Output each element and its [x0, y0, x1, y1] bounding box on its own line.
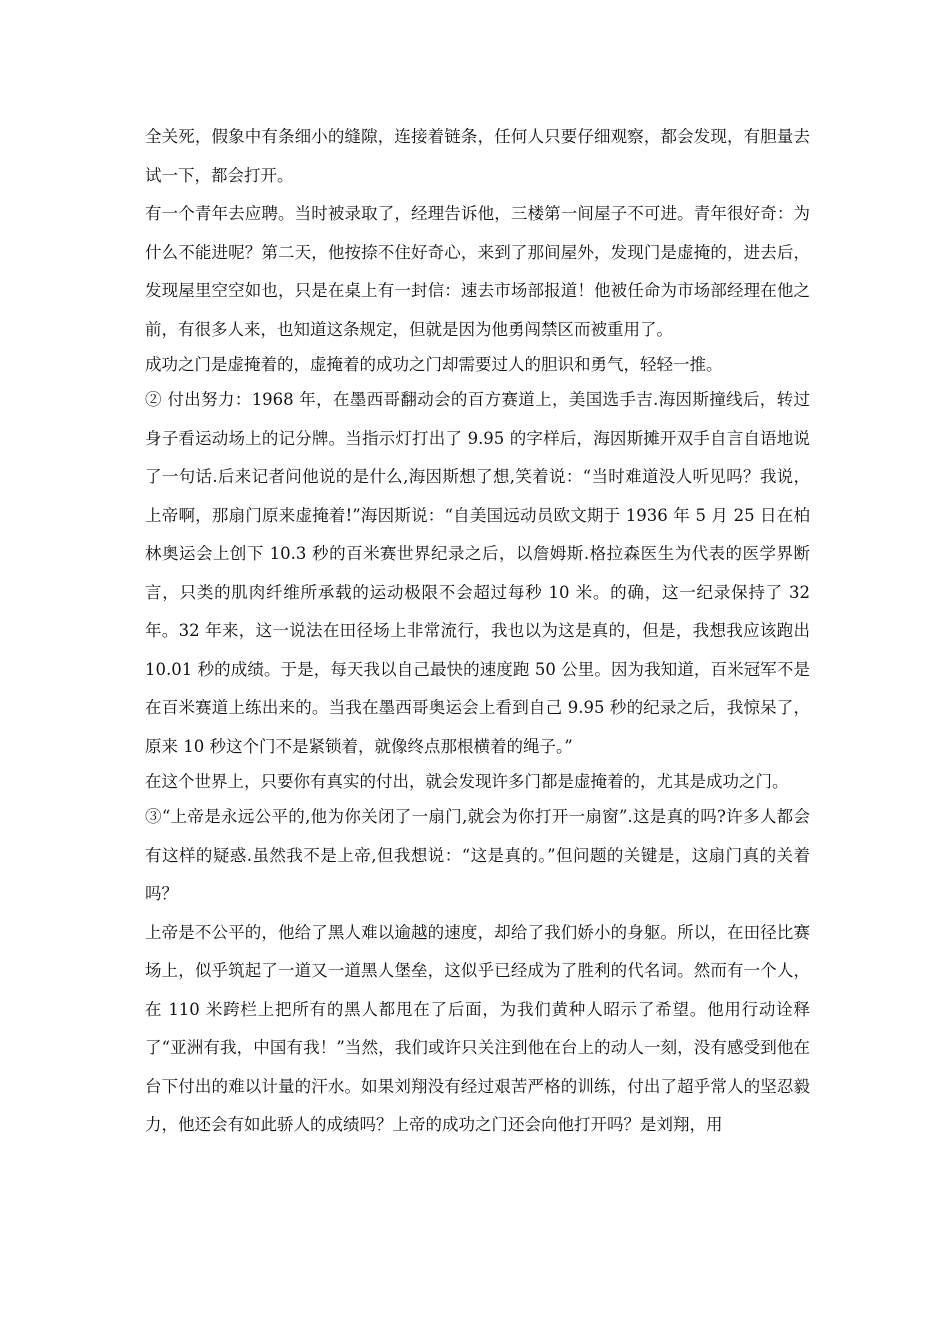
paragraph-hines-effort: ② 付出努力：1968 年，在墨西哥翻动会的百方赛道上，美国选手吉.海因斯撞线后，转过身子看运动场上的记分牌。当指示灯打出了 9.95 的字样后，海因斯摊开双手自言自语地说了一句话.后来记者问他说的是什么,海因斯想了想,笑着说：“当时难道没人听见吗？我说，上帝啊，那扇门原来虚掩着!”海因斯说：“自美国远动员欧文期于 1936 年 5 月 25 日在柏林奥运会上创下 10.3 秒的百米赛世界纪录之后，以詹姆斯.格拉森医生为代表的医学界断言，只类的肌肉纤维所承载的运动极限不会超过每秒 10 米。的确，这一纪录保持了 32 年。32 年来，这一说法在田径场上非常流行，我也以为这是真的，但是，我想我应该跑出 10.01 秒的成绩。于是，每天我以自己最快的速度跑 50 公里。因为我知道，百米冠军不是在百米赛道上练出来的。当我在墨西哥奥运会上看到自己 9.95 秒的纪录之后，我惊呆了，原来 10 秒这个门不是紧锁着，就像终点那根横着的绳子。”: [145, 390, 810, 756]
paragraph-door-intro: 全关死，假象中有条细小的缝隙，连接着链条，任何人只要仔细观察，都会发现，有胆量去试一下，都会打开。: [145, 127, 810, 185]
paragraph-god-fair: ③“上帝是永远公平的,他为你关闭了一扇门,就会为你打开一扇窗”.这是真的吗?许多人都会有这样的疑惑.虽然我不是上帝,但我想说：“这是真的。”但问题的关键是，这扇门真的关着吗？: [145, 807, 810, 903]
document-body: [145, 118, 810, 1145]
paragraph-success-door: 成功之门是虚掩着的，虚掩着的成功之门却需要过人的胆识和勇气，轻轻一推。: [145, 355, 723, 374]
paragraph-liu-xiang: 上帝是不公平的，他给了黑人难以逾越的速度，却给了我们娇小的身躯。所以，在田径比赛场上，似乎筑起了一道又一道黑人堡垒，这似乎已经成为了胜利的代名词。然而有一个人，在 110 米跨栏上把所有的黑人都甩在了后面，为我们黄种人昭示了希望。他用行动诠释了“亚洲有我，中国有我！”当然，我们或许只关注到他在台上的动人一刻，没有感受到他在台下付出的难以计量的汗水。如果刘翔没有经过艰苦严格的训练，付出了超乎常人的坚忍毅力，他还会有如此骄人的成绩吗？上帝的成功之门还会向他打开吗？是刘翔，用: [145, 922, 810, 1134]
paragraph-real-effort: 在这个世界上，只要你有真实的付出，就会发现许多门都是虚掩着的，尤其是成功之门。: [145, 772, 789, 791]
paragraph-job-applicant: 有一个青年去应聘。当时被录取了，经理告诉他，三楼第一间屋子不可进。青年很好奇：为什么不能进呢？第二天，他按捺不住好奇心，来到了那间屋外，发现门是虚掩的，进去后，发现屋里空空如也，只是在桌上有一封信：速去市场部报道！他被任命为市场部经理在他之前，有很多人来，也知道这条规定，但就是因为他勇闯禁区而被重用了。: [145, 204, 810, 339]
